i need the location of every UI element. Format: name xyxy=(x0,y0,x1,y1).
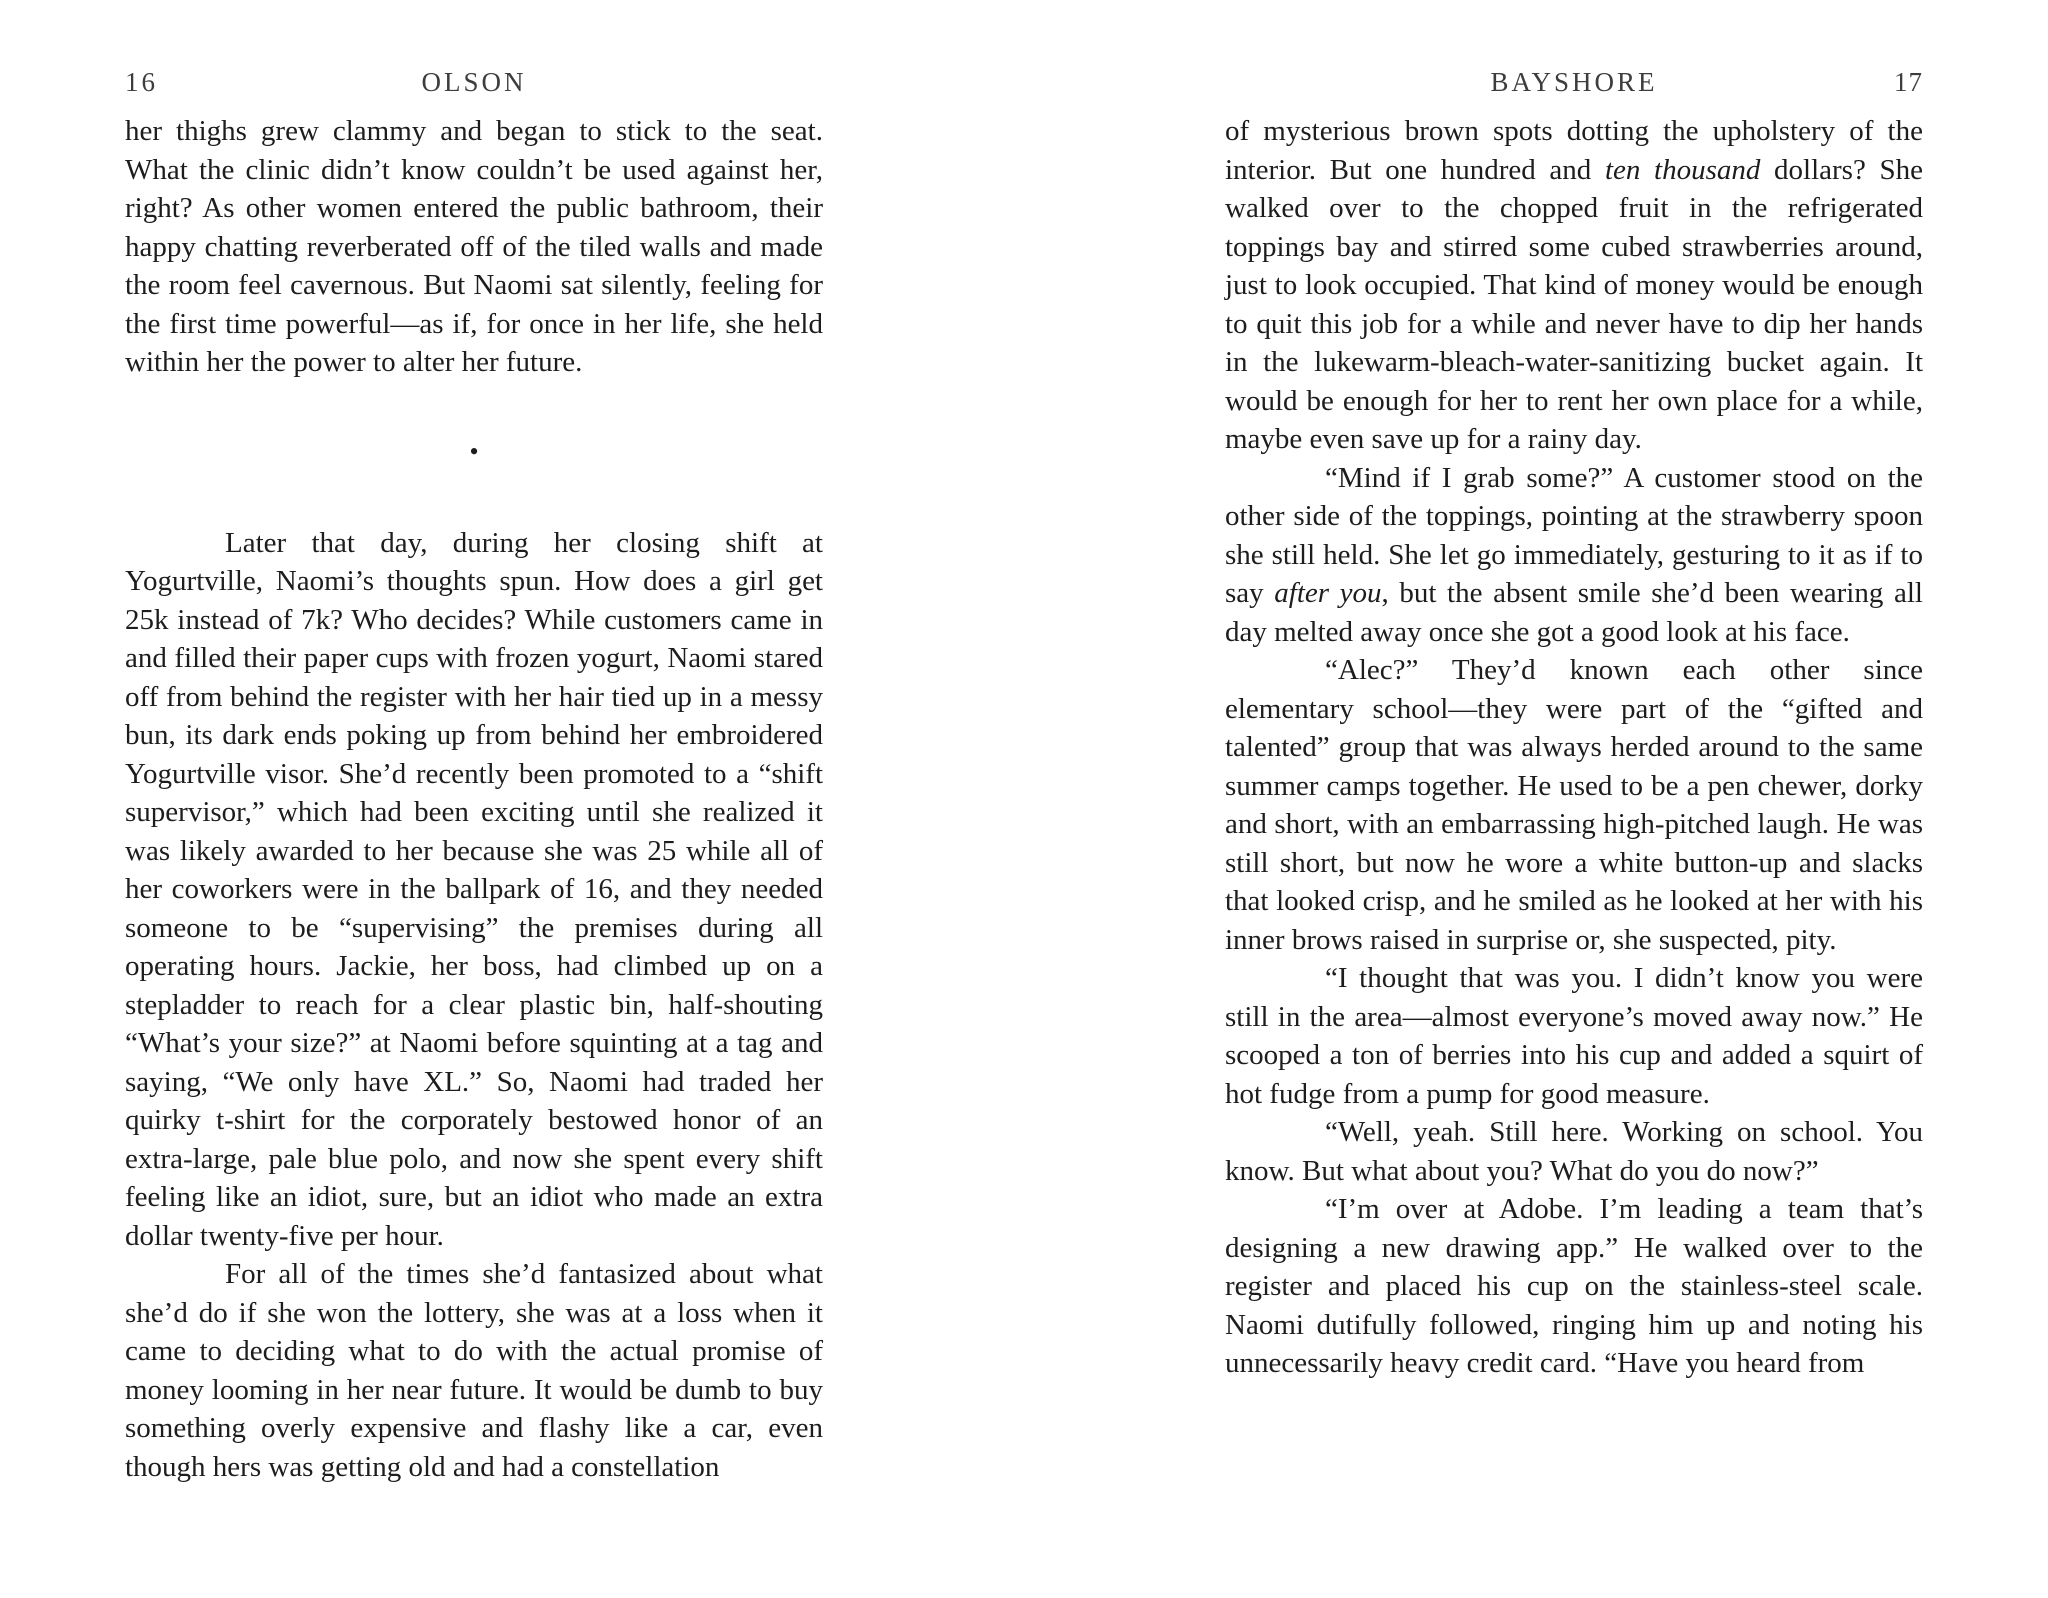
text-run: “I thought that was you. I didn’t know you were still in the area—almost everyone’s moved away now.” He scooped a ton of berries into his cup and added a squirt of hot fudge from a pump for good measure. xyxy=(1225,962,1923,1110)
running-head-right xyxy=(1225,66,1923,98)
page-number: 16 xyxy=(125,67,158,97)
page-left xyxy=(125,0,823,1598)
page-right xyxy=(1225,0,1923,1598)
page-body-left xyxy=(125,112,823,1486)
paragraph xyxy=(1225,651,1923,959)
text-run: of mysterious brown spots dotting the upholstery of the interior. But one hundred and xyxy=(1225,115,1923,186)
text-run: , but the absent smile she’d been wearing all day melted away once she got a good look at his face. xyxy=(1225,577,1923,648)
paragraph xyxy=(125,112,823,382)
running-head-left xyxy=(125,66,823,98)
page-body-right xyxy=(1225,112,1923,1383)
paragraph xyxy=(125,524,823,1256)
running-head-title: OLSON xyxy=(421,67,527,97)
text-run: “Mind if I grab some?” A customer stood on the other side of the toppings, pointing at the strawberry spoon she still held. She let go immediately, gesturing to it as if to say xyxy=(1225,461,1923,609)
text-run: dollars? She walked over to the chopped fruit in the refrigerated toppings bay and stirred some cubed strawberries around, just to look occupied. That kind of money would be enough to quit this job for a while and never have to dip her hands in the lukewarm-bleach-water-sanitizing bucket again. It would be enough for her to rent her own place for a while, maybe even save up for a rainy day. xyxy=(1225,153,1923,455)
text-run: “I’m over at Adobe. I’m leading a team that’s designing a new drawing app.” He walked over to the register and placed his cup on the stainless-steel scale. Naomi dutifully followed, ringing him up and noting his unnecessarily heavy credit card. “Have you heard from xyxy=(1225,1193,1923,1379)
text-run: Later that day, during her closing shift at Yogurtville, Naomi’s thoughts spun. How does a girl get 25k instead of 7k? Who decides? While customers came in and filled their paper cups with frozen yogurt, Naomi stared off from behind the register with her hair tied up in a messy bun, its dark ends poking up from behind her embroidered Yogurtville visor. She’d recently been promoted to a “shift supervisor,” which had been exciting until she realized it was likely awarded to her because she was 25 while all of her coworkers were in the ballpark of 16, and they needed someone to be “supervising” the premises during all operating hours. Jackie, her boss, had climbed up on a stepladder to reach for a clear plastic bin, half-shouting “What’s your size?” at Naomi before squinting at a tag and saying, “We only have XL.” So, Naomi had traded her quirky t-shirt for the corporately bestowed honor of an extra-large, pale blue polo, and now she spent every shift feeling like an idiot, sure, but an idiot who made an extra dollar twenty-five per hour. xyxy=(125,526,823,1252)
scene-break xyxy=(125,382,823,524)
paragraph xyxy=(1225,112,1923,459)
italic-text-run: after you xyxy=(1274,577,1382,609)
text-run: For all of the times she’d fantasized about what she’d do if she won the lottery, she was at a loss when it came to deciding what to do with the actual promise of money looming in her near future. It would be dumb to buy something overly expensive and flashy like a car, even though hers was getting old and had a constellation xyxy=(125,1258,823,1483)
paragraph xyxy=(1225,1113,1923,1190)
text-run: “Alec?” They’d known each other since elementary school—they were part of the “gifted and talented” group that was always herded around to the same summer camps together. He used to be a pen chewer, dorky and short, with an embarrassing high-pitched laugh. He was still short, but now he wore a white button-up and slacks that looked crisp, and he smiled as he looked at her with his inner brows raised in surprise or, she suspected, pity. xyxy=(1225,654,1923,956)
paragraph xyxy=(125,1255,823,1486)
running-head-title: BAYSHORE xyxy=(1490,67,1658,97)
italic-text-run: ten thousand xyxy=(1604,153,1761,186)
text-run: her thighs grew clammy and began to stick to the seat. What the clinic didn’t know couldn’t be used against her, right? As other women entered the public bathroom, their happy chatting reverberated off of the tiled walls and made the room feel cavernous. But Naomi sat silently, feeling for the first time powerful—as if, for once in her life, she held within her the power to alter her future. xyxy=(125,115,823,378)
paragraph xyxy=(1225,459,1923,652)
page-number: 17 xyxy=(1894,67,1923,97)
paragraph xyxy=(1225,1190,1923,1383)
text-run: “Well, yeah. Still here. Working on school. You know. But what about you? What do you do now?” xyxy=(1225,1116,1923,1187)
scene-break-dot: • xyxy=(469,437,479,467)
paragraph xyxy=(1225,959,1923,1113)
